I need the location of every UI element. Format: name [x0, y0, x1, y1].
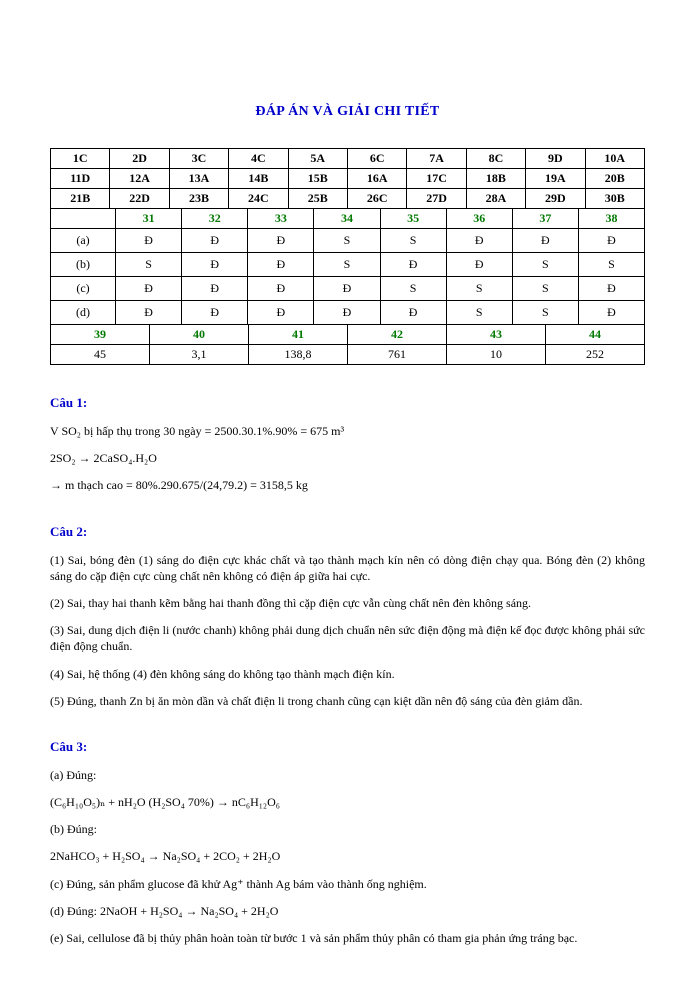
table-cell: Đ [248, 277, 314, 301]
solution-paragraph: 2SO₂ → 2CaSO₄.H₂O [50, 451, 157, 466]
table-cell: 14B [229, 169, 288, 189]
table-cell: 41 [249, 325, 348, 345]
table-cell: 23B [169, 189, 228, 209]
table-cell: 25B [288, 189, 347, 209]
solution-body [50, 767, 645, 946]
table-cell: Đ [380, 301, 446, 325]
table-cell: Đ [512, 229, 578, 253]
solution-paragraph: (5) Đúng, thanh Zn bị ăn mòn dần và chất điện li trong chanh cũng cạn kiệt dần nên độ sáng của đèn giảm dần. [50, 693, 583, 708]
table-cell: S [314, 229, 380, 253]
table-row [51, 149, 645, 169]
table-cell: S [380, 277, 446, 301]
table-row [51, 209, 645, 229]
table-cell: 19A [526, 169, 585, 189]
solution-section-cau-3 [50, 739, 645, 946]
solution-paragraph: (4) Sai, hệ thống (4) đèn không sáng do không tạo thành mạch điện kín. [50, 666, 395, 681]
table-cell: Đ [182, 277, 248, 301]
table-cell: 37 [512, 209, 578, 229]
solution-paragraph: (C₆H₁₀O₅)ₙ + nH₂O (H₂SO₄ 70%) → nC₆H₁₂O₆ [50, 795, 280, 810]
table-cell: Đ [446, 253, 512, 277]
table-cell: 38 [578, 209, 644, 229]
table-cell: S [512, 277, 578, 301]
table-cell: 40 [150, 325, 249, 345]
table-cell: 22D [110, 189, 169, 209]
table-cell: 16A [347, 169, 406, 189]
table-cell: 31 [116, 209, 182, 229]
table-cell: Đ [380, 253, 446, 277]
table-cell: 43 [447, 325, 546, 345]
table-cell: 45 [51, 345, 150, 365]
table-cell: 29D [526, 189, 585, 209]
table-cell: 9D [526, 149, 585, 169]
table-cell: 7A [407, 149, 466, 169]
table-cell: Đ [116, 277, 182, 301]
table-cell: 39 [51, 325, 150, 345]
table-cell: 138,8 [249, 345, 348, 365]
table-cell: S [380, 229, 446, 253]
table-cell: Đ [578, 301, 644, 325]
table-cell: 27D [407, 189, 466, 209]
table-cell: 18B [466, 169, 525, 189]
table-cell: Đ [314, 277, 380, 301]
table-cell: 44 [546, 325, 645, 345]
table-cell: 252 [546, 345, 645, 365]
table-cell: 2D [110, 149, 169, 169]
table-cell: S [446, 277, 512, 301]
table-cell [51, 209, 116, 229]
multiple-choice-answer-table-body [51, 149, 645, 209]
numeric-answer-table-body [51, 325, 645, 365]
table-cell: (b) [51, 253, 116, 277]
table-cell: S [512, 301, 578, 325]
table-cell: 17C [407, 169, 466, 189]
table-row [51, 169, 645, 189]
table-cell: Đ [182, 253, 248, 277]
solution-paragraph: (1) Sai, bóng đèn (1) sáng do điện cực khác chất và tạo thành mạch kín nên có dòng điện chạy qua. Bóng đèn (2) không sáng do cặp điện cực cùng chất nên không có điện áp giữa hai cực. [50, 552, 645, 583]
table-cell: 42 [348, 325, 447, 345]
table-cell: Đ [578, 277, 644, 301]
table-cell: 10A [585, 149, 644, 169]
table-cell: (a) [51, 229, 116, 253]
table-row [51, 325, 645, 345]
solution-paragraph: (e) Sai, cellulose đã bị thủy phân hoàn toàn từ bước 1 và sản phẩm thủy phân có tham gia phản ứng tráng bạc. [50, 931, 578, 945]
solution-section-cau-2 [50, 524, 645, 709]
table-cell: 20B [585, 169, 644, 189]
table-cell: Đ [116, 301, 182, 325]
table-cell: 12A [110, 169, 169, 189]
table-cell: 36 [446, 209, 512, 229]
table-cell: 24C [229, 189, 288, 209]
table-cell: 1C [51, 149, 110, 169]
table-cell: (d) [51, 301, 116, 325]
table-cell: 3,1 [150, 345, 249, 365]
solution-paragraph: (d) Đúng: 2NaOH + H₂SO₄ → Na₂SO₄ + 2H₂O [50, 903, 279, 918]
solution-paragraph: (c) Đúng, sản phẩm glucose đã khử Ag⁺ thành Ag bám vào thành ống nghiệm. [50, 876, 427, 891]
table-cell: (c) [51, 277, 116, 301]
solution-heading: Câu 2: [50, 523, 88, 539]
table-cell: Đ [182, 229, 248, 253]
table-cell: 33 [248, 209, 314, 229]
table-cell: 15B [288, 169, 347, 189]
table-cell: Đ [578, 229, 644, 253]
table-row [51, 277, 645, 301]
table-cell: 4C [229, 149, 288, 169]
table-row [51, 189, 645, 209]
page-title: ĐÁP ÁN VÀ GIẢI CHI TIẾT [255, 104, 440, 119]
solution-paragraph: (2) Sai, thay hai thanh kẽm bằng hai thanh đồng thì cặp điện cực vẫn cùng chất nên đèn không sáng. [50, 595, 532, 610]
multiple-choice-answer-table [50, 148, 645, 209]
table-row [51, 229, 645, 253]
table-cell: S [578, 253, 644, 277]
table-cell: S [512, 253, 578, 277]
table-cell: 28A [466, 189, 525, 209]
table-row [51, 253, 645, 277]
table-cell: 21B [51, 189, 110, 209]
solution-paragraph: 2NaHCO₃ + H₂SO₄ → Na₂SO₄ + 2CO₂ + 2H₂O [50, 849, 281, 864]
table-cell: 6C [347, 149, 406, 169]
table-cell: 30B [585, 189, 644, 209]
solution-paragraph: (a) Đúng: [50, 767, 97, 782]
solution-section-cau-1 [50, 395, 645, 494]
table-row [51, 345, 645, 365]
table-cell: Đ [248, 229, 314, 253]
true-false-answer-table [50, 208, 645, 325]
table-cell: 3C [169, 149, 228, 169]
table-cell: 8C [466, 149, 525, 169]
table-cell: Đ [182, 301, 248, 325]
table-cell: 5A [288, 149, 347, 169]
numeric-answer-table [50, 324, 645, 365]
solution-paragraph: V SO₂ bị hấp thụ trong 30 ngày = 2500.30.1%.90% = 675 m³ [50, 424, 345, 438]
solution-heading: Câu 3: [50, 738, 88, 754]
solution-paragraph: (3) Sai, dung dịch điện li (nước chanh) không phải dung dịch chuẩn nên sức điện động mà điện kế đọc được không phải sức điện động chuẩn. [50, 623, 645, 654]
solution-paragraph: (b) Đúng: [50, 822, 97, 837]
table-cell: 32 [182, 209, 248, 229]
solution-heading: Câu 1: [50, 395, 88, 410]
table-cell: 26C [347, 189, 406, 209]
table-cell: Đ [446, 229, 512, 253]
solution-paragraph: → m thạch cao = 80%.290.675/(24,79.2) = 3158,5 kg [50, 478, 308, 493]
table-cell: 11D [51, 169, 110, 189]
table-cell: Đ [116, 229, 182, 253]
table-cell: 34 [314, 209, 380, 229]
table-cell: 13A [169, 169, 228, 189]
table-row [51, 301, 645, 325]
true-false-answer-table-body [51, 209, 645, 325]
table-cell: Đ [248, 253, 314, 277]
table-cell: 10 [447, 345, 546, 365]
solution-body [50, 423, 645, 494]
solution-body [50, 552, 645, 709]
table-cell: S [314, 253, 380, 277]
table-cell: 761 [348, 345, 447, 365]
table-cell: S [116, 253, 182, 277]
table-cell: Đ [314, 301, 380, 325]
table-cell: S [446, 301, 512, 325]
table-cell: Đ [248, 301, 314, 325]
table-cell: 35 [380, 209, 446, 229]
